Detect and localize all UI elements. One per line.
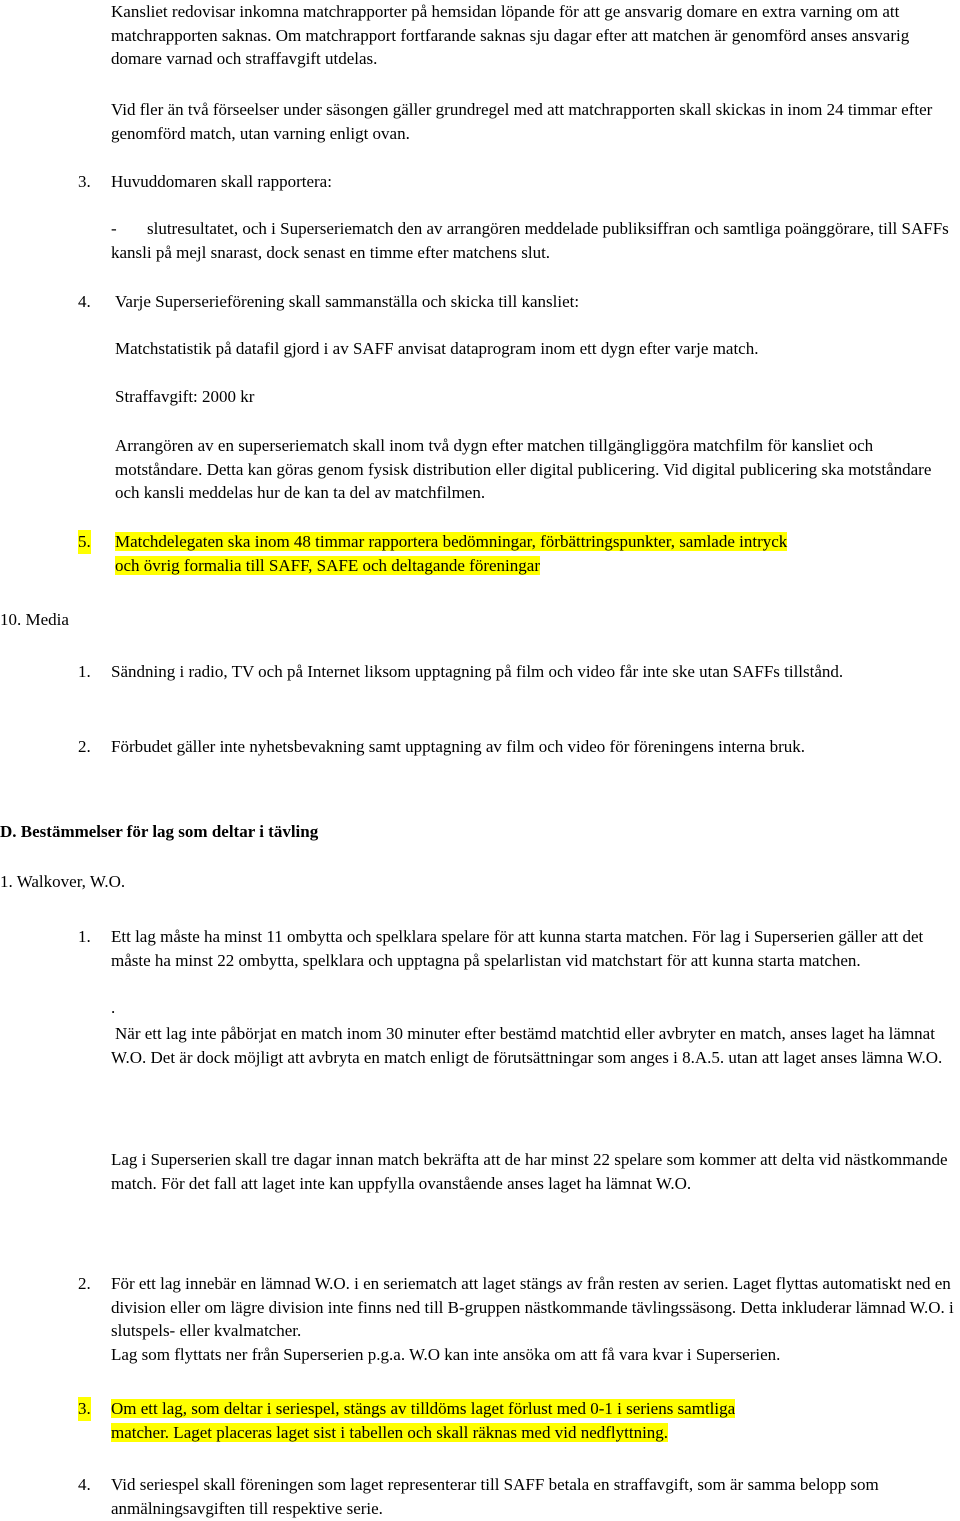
item-5-number: 5. (78, 530, 91, 554)
walkover-item-2-number: 2. (78, 1274, 91, 1293)
walkover-item-3-line-1: Om ett lag, som deltar i seriespel, stängs av tilldöms laget förlust med 0-1 i seriens samtliga (111, 1399, 736, 1418)
thirty-minutes-paragraph: När ett lag inte påbörjat en match inom 30 minuter efter bestämd matchtid eller avbryter en match, anses laget ha lämnat W.O. Det är dock möjligt att avbryta en match enligt de förutsättningar som anges i 8.A.5. utan att laget anses lämna W.O. (111, 1024, 943, 1067)
item-4-text: Varje Superserieförening skall sammanställa och skicka till kansliet: (115, 292, 580, 311)
walkover-item-2-extra: Lag som flyttats ner från Superserien p.g.a. W.O kan inte ansöka om att få vara kvar i Superserien. (111, 1345, 781, 1364)
report-delay-paragraph: Kansliet redovisar inkomna matchrapporter på hemsidan löpande för att ge ansvarig domare en extra varning om att matchrapporten saknas. Om matchrapport fortfarande saknas sju dagar efter att matchen är genomförd anses ansvarig domare varnad och straffavgift utdelas. (111, 2, 910, 68)
walkover-item-3-number: 3. (78, 1397, 91, 1421)
media-item-1-text: Sändning i radio, TV och på Internet liksom upptagning på film och video får inte ske utan SAFFs tillstånd. (111, 662, 844, 681)
media-item-2-text: Förbudet gäller inte nyhetsbevakning samt upptagning av film och video för föreningens interna bruk. (111, 737, 805, 756)
match-film-paragraph: Arrangören av en superseriematch skall inom två dygn efter matchen tillgängliggöra matchfilm för kansliet och motståndare. Detta kan göras genom fysisk distribution eller digital publicering. Vid digital publicering ska motståndare och kansli meddelas hur de kan ta del av matchfilmen. (115, 436, 932, 502)
item-3-text: Huvuddomaren skall rapportera: (111, 172, 332, 191)
media-item-1-number: 1. (78, 662, 91, 681)
match-stats-paragraph: Matchstatistik på datafil gjord i av SAFF anvisat dataprogram inom ett dygn efter varje match. (115, 339, 759, 358)
item-3-dash: - (111, 219, 117, 238)
media-heading: 10. Media (0, 610, 69, 629)
walkover-item-1-text: Ett lag måste ha minst 11 ombytta och spelklara spelare för att kunna starta matchen. För lag i Superserien gäller att det måste ha minst 22 ombytta, spelklara och upptagna på spelarlistan vid matchstart för att kunna starta matchen. (111, 927, 924, 970)
item-5-text (115, 530, 960, 577)
stray-dot: . (111, 998, 116, 1017)
item-3-dash-text: slutresultatet, och i Superseriematch den av arrangören meddelade publiksiffran och samtliga poänggörare, till SAFFs kansli på mejl snarast, dock senast en timme efter matchens slut. (111, 219, 949, 262)
walkover-item-2-text: För ett lag innebär en lämnad W.O. i en seriematch att laget stängs av från resten av serien. Laget flyttas automatiskt ned en division eller om lägre division inte finns ned till B-gruppen nästkommande tävlingssäsong. Detta inkluderar lämnad W.O. i slutspels- eller kvalmatcher. (111, 1274, 954, 1340)
penalty-fee-paragraph: Straffavgift: 2000 kr (115, 387, 255, 406)
walkover-item-4-text: Vid seriespel skall föreningen som laget representerar till SAFF betala en straffavgift, som är samma belopp som anmälningsavgiften till respektive serie. (111, 1475, 879, 1518)
walkover-item-3-text (111, 1397, 956, 1444)
walkover-item-1-number: 1. (78, 927, 91, 946)
three-days-paragraph: Lag i Superserien skall tre dagar innan match bekräfta att de har minst 22 spelare som kommer att delta vid nästkommande match. För det fall att laget inte kan uppfylla ovanstående anses laget ha lämnat W.O. (111, 1150, 948, 1193)
walkover-item-4-number: 4. (78, 1475, 91, 1494)
section-d-heading: D. Bestämmelser för lag som deltar i tävling (0, 822, 319, 841)
two-offenses-paragraph: Vid fler än två förseelser under säsongen gäller grundregel med att matchrapporten skall skickas in inom 24 timmar efter genomförd match, utan varning enligt ovan. (111, 100, 933, 143)
media-item-2-number: 2. (78, 737, 91, 756)
item-3-number: 3. (78, 172, 91, 191)
item-4-number: 4. (78, 292, 91, 311)
item-5-line-1: Matchdelegaten ska inom 48 timmar rapportera bedömningar, förbättringspunkter, samlade intryck (115, 532, 788, 551)
walkover-item-3-line-2: matcher. Laget placeras laget sist i tabellen och skall räknas med vid nedflyttning. (111, 1422, 669, 1442)
walkover-heading: 1. Walkover, W.O. (0, 872, 126, 891)
item-5-line-2: och övrig formalia till SAFF, SAFE och deltagande föreningar (115, 555, 540, 575)
